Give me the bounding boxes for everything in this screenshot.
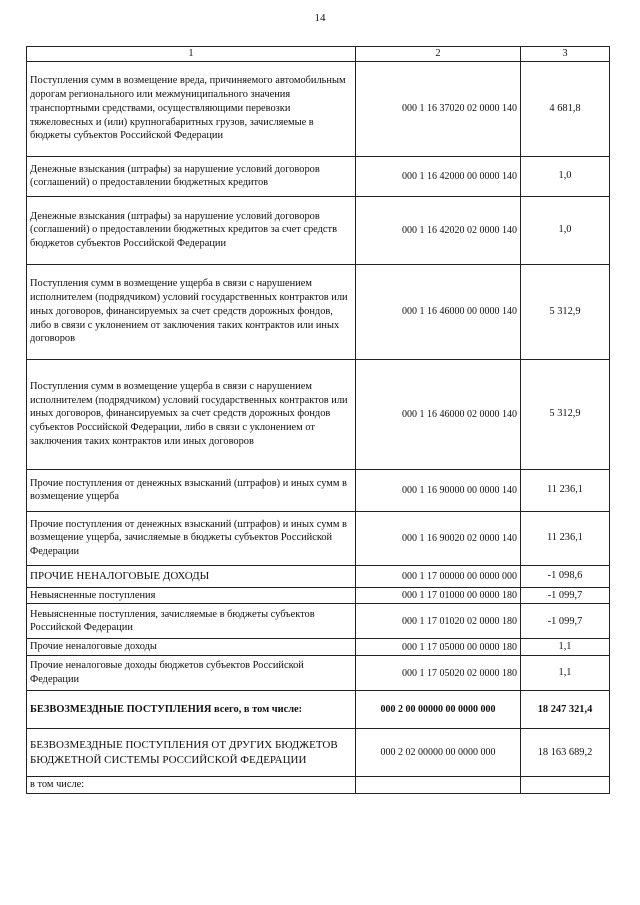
row-amount: -1 099,7: [521, 604, 610, 639]
table-row: [27, 469, 610, 511]
row-description: Прочие поступления от денежных взысканий (штрафов) и иных сумм в возмещение ущерба: [27, 469, 356, 511]
column-header-3: 3: [521, 47, 610, 62]
table-row: [27, 156, 610, 196]
row-amount: 11 236,1: [521, 469, 610, 511]
column-header-2: 2: [356, 47, 521, 62]
row-budget-code: 000 1 16 90000 00 0000 140: [356, 469, 521, 511]
row-budget-code: 000 1 16 42020 02 0000 140: [356, 196, 521, 264]
row-amount: 1,0: [521, 156, 610, 196]
table-row: [27, 565, 610, 587]
row-budget-code: 000 1 16 37020 02 0000 140: [356, 61, 521, 156]
row-amount: 1,1: [521, 656, 610, 691]
table-row: [27, 196, 610, 264]
row-budget-code: 000 2 00 00000 00 0000 000: [356, 691, 521, 729]
row-budget-code: 000 1 16 90020 02 0000 140: [356, 511, 521, 565]
table-row: [27, 604, 610, 639]
table-row: [27, 777, 610, 794]
row-description: Поступления сумм в возмещение ущерба в связи с нарушением исполнителем (подрядчиком) условий государственных контрактов или иных договоров, финансируемых за счет средств дорожных фондов, либо в связи с уклонением от заключения таких контрактов или иных договоров: [27, 264, 356, 359]
column-header-1: 1: [27, 47, 356, 62]
row-amount: -1 098,6: [521, 565, 610, 587]
row-description: Прочие поступления от денежных взысканий (штрафов) и иных сумм в возмещение ущерба, зачисляемые в бюджеты субъектов Российской Федерации: [27, 511, 356, 565]
row-amount: 11 236,1: [521, 511, 610, 565]
page-number: 14: [314, 12, 326, 24]
row-description: Денежные взыскания (штрафы) за нарушение условий договоров (соглашений) о предоставлении бюджетных кредитов за счет средств бюджетов субъектов Российской Федерации: [27, 196, 356, 264]
table-row: [27, 691, 610, 729]
table-row: [27, 264, 610, 359]
row-budget-code: 000 2 02 00000 00 0000 000: [356, 729, 521, 777]
row-budget-code: 000 1 17 01020 02 0000 180: [356, 604, 521, 639]
row-budget-code: 000 1 16 46000 00 0000 140: [356, 264, 521, 359]
row-description: Невыясненные поступления: [27, 587, 356, 604]
row-amount: 5 312,9: [521, 264, 610, 359]
row-description: Поступления сумм в возмещение ущерба в связи с нарушением исполнителем (подрядчиком) условий государственных контрактов или иных договоров, финансируемых за счет средств дорожных фондов субъектов Российской Федерации, либо в связи с уклонением от заключения таких контрактов или иных договоров: [27, 359, 356, 469]
table-row: [27, 587, 610, 604]
table-header-row: [27, 47, 610, 62]
row-amount: 4 681,8: [521, 61, 610, 156]
table-row: [27, 511, 610, 565]
row-budget-code: 000 1 16 46000 02 0000 140: [356, 359, 521, 469]
row-description: БЕЗВОЗМЕЗДНЫЕ ПОСТУПЛЕНИЯ всего, в том числе:: [27, 691, 356, 729]
row-budget-code: 000 1 16 42000 00 0000 140: [356, 156, 521, 196]
row-amount: [521, 777, 610, 794]
row-budget-code: [356, 777, 521, 794]
row-description: в том числе:: [27, 777, 356, 794]
revenue-table: [26, 46, 610, 794]
row-budget-code: 000 1 17 05000 00 0000 180: [356, 639, 521, 656]
table-row: [27, 359, 610, 469]
row-description: Денежные взыскания (штрафы) за нарушение условий договоров (соглашений) о предоставлении бюджетных кредитов: [27, 156, 356, 196]
table-row: [27, 639, 610, 656]
row-amount: 1,0: [521, 196, 610, 264]
row-amount: 1,1: [521, 639, 610, 656]
row-amount: 18 163 689,2: [521, 729, 610, 777]
row-description: БЕЗВОЗМЕЗДНЫЕ ПОСТУПЛЕНИЯ ОТ ДРУГИХ БЮДЖЕТОВ БЮДЖЕТНОЙ СИСТЕМЫ РОССИЙСКОЙ ФЕДЕРАЦИИ: [27, 729, 356, 777]
row-description: Прочие неналоговые доходы бюджетов субъектов Российской Федерации: [27, 656, 356, 691]
row-amount: 5 312,9: [521, 359, 610, 469]
table-row: [27, 61, 610, 156]
row-amount: -1 099,7: [521, 587, 610, 604]
table-row: [27, 729, 610, 777]
row-description: Невыясненные поступления, зачисляемые в бюджеты субъектов Российской Федерации: [27, 604, 356, 639]
row-description: Поступления сумм в возмещение вреда, причиняемого автомобильным дорогам регионального или межмуниципального значения транспортными средствами, осуществляющими перевозки тяжеловесных и (или) крупногабаритных грузов, зачисляемые в бюджеты субъектов Российской Федерации: [27, 61, 356, 156]
row-budget-code: 000 1 17 00000 00 0000 000: [356, 565, 521, 587]
row-budget-code: 000 1 17 01000 00 0000 180: [356, 587, 521, 604]
row-description: Прочие неналоговые доходы: [27, 639, 356, 656]
row-amount: 18 247 321,4: [521, 691, 610, 729]
table-row: [27, 656, 610, 691]
row-budget-code: 000 1 17 05020 02 0000 180: [356, 656, 521, 691]
row-description: ПРОЧИЕ НЕНАЛОГОВЫЕ ДОХОДЫ: [27, 565, 356, 587]
